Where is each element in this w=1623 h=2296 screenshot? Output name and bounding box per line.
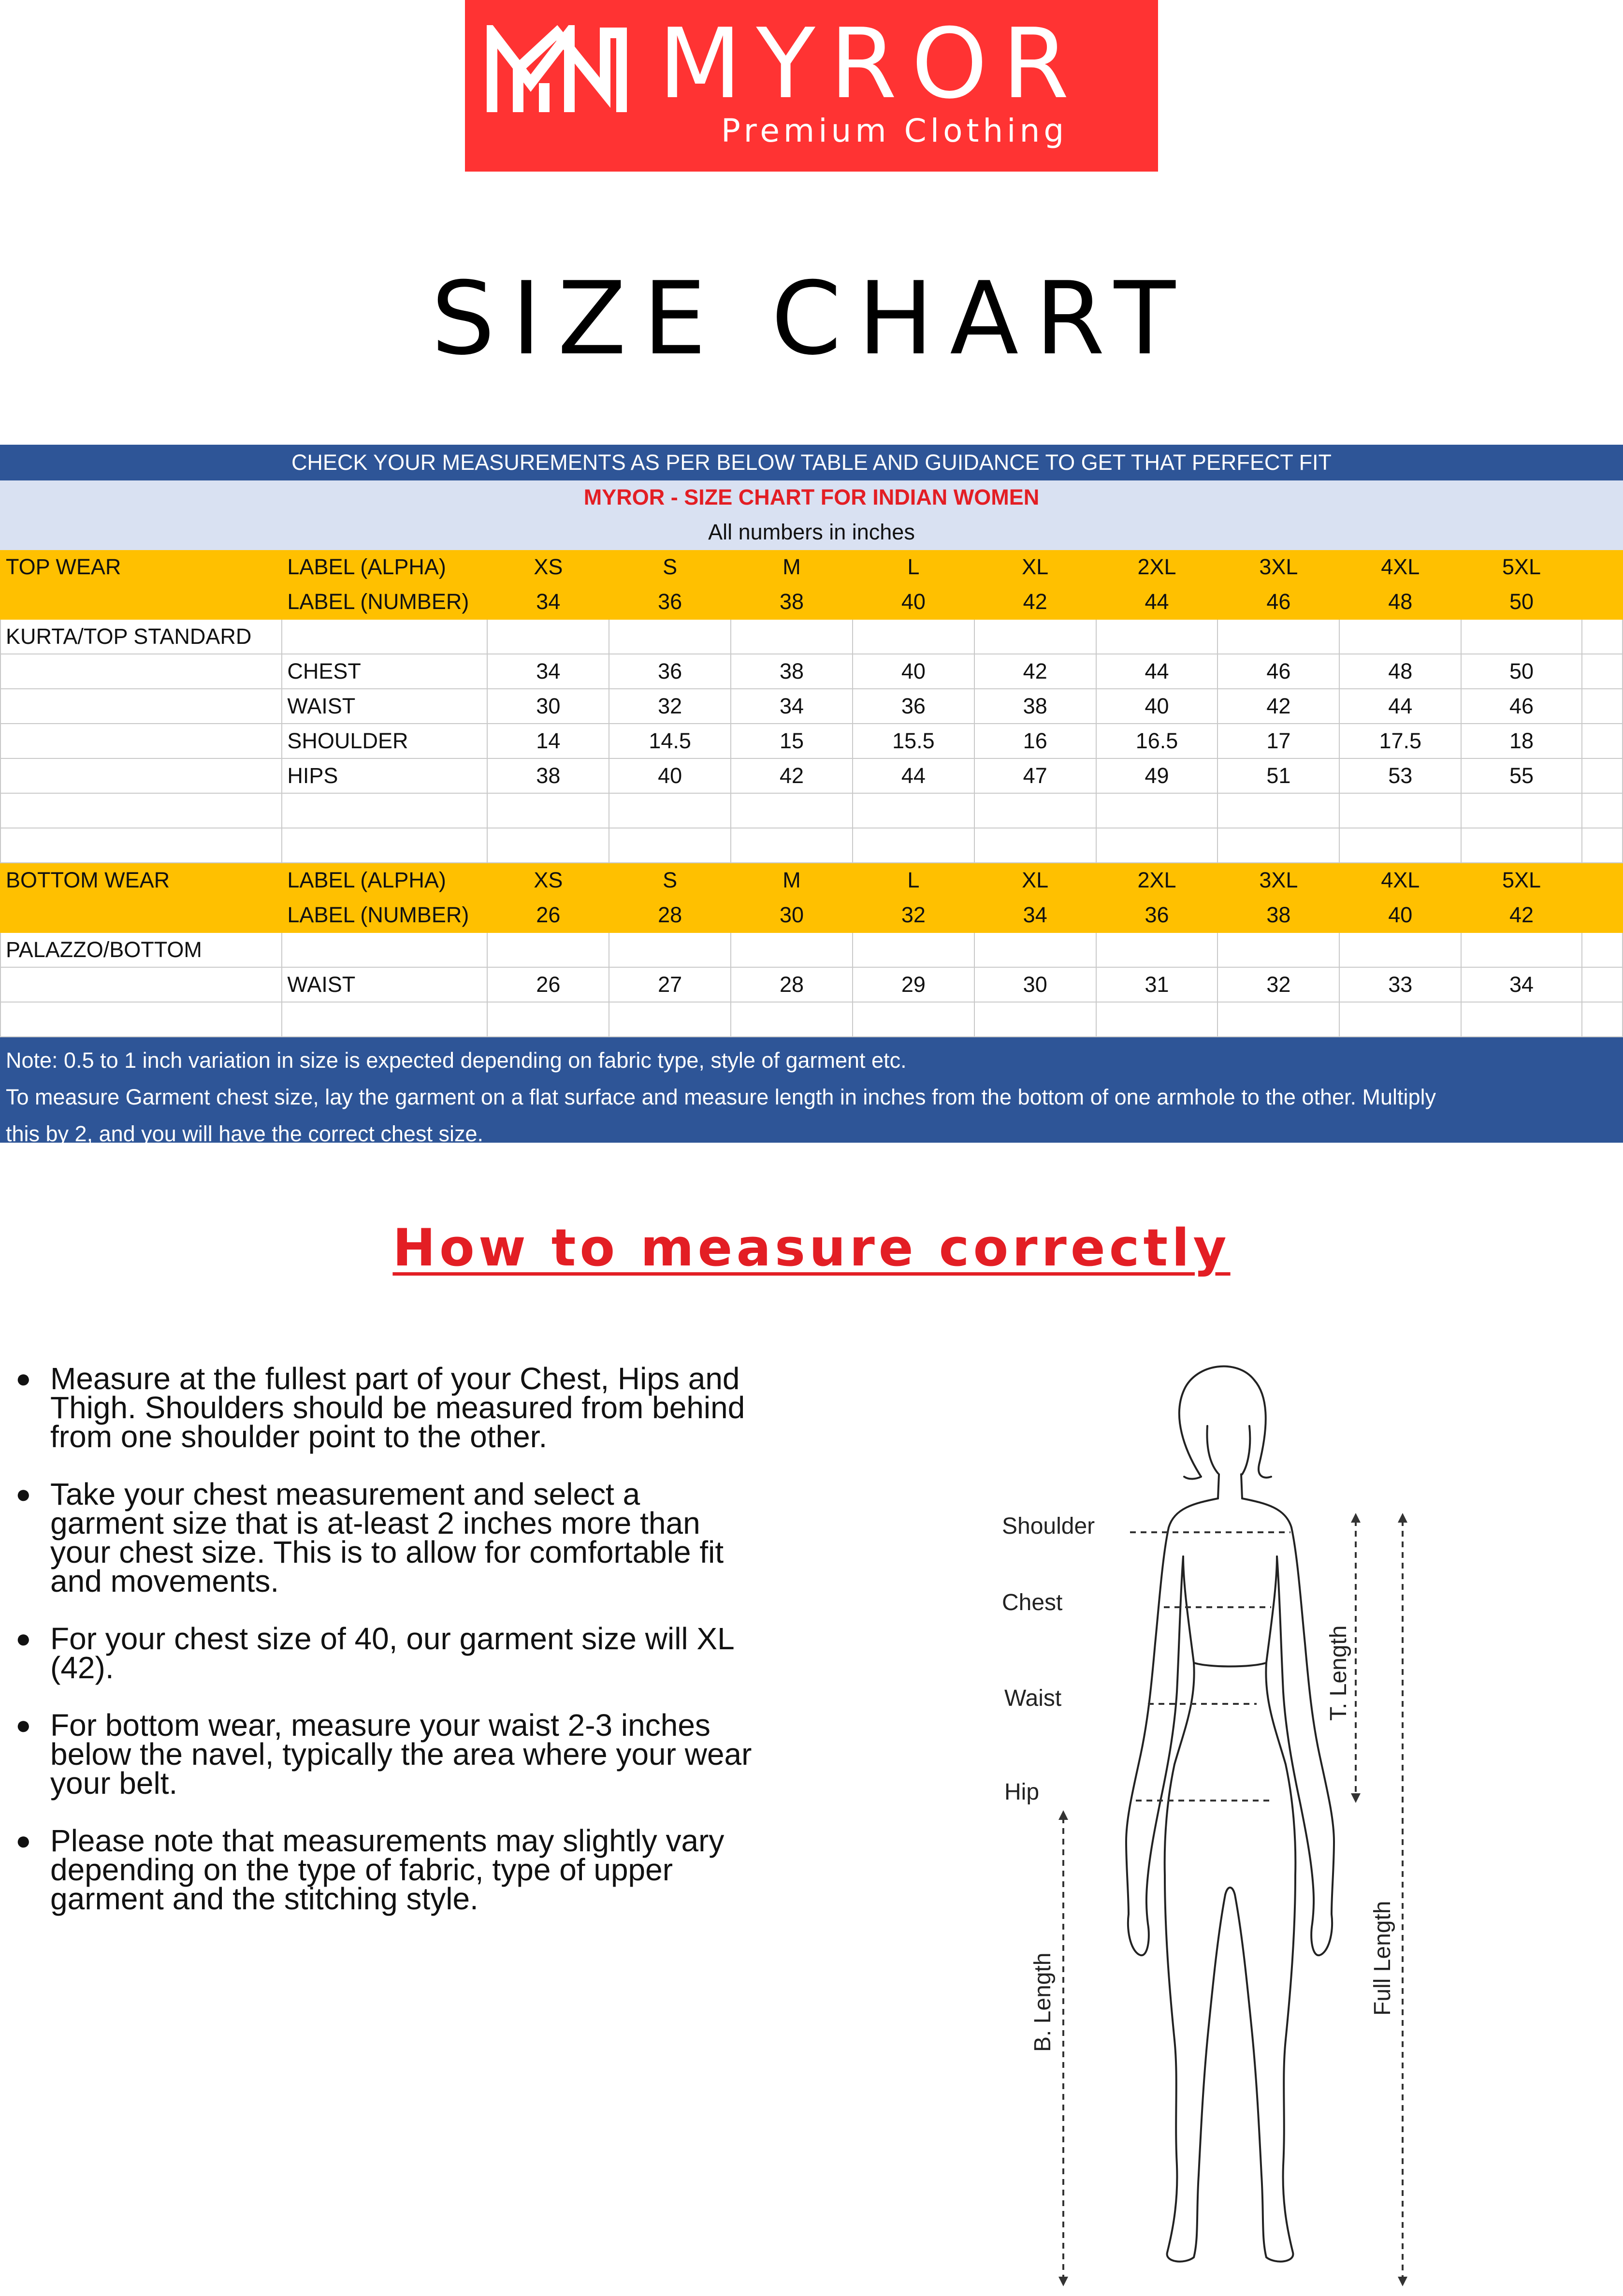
empty-cell — [1339, 1002, 1461, 1037]
empty-cell — [1461, 828, 1582, 863]
empty-cell — [1582, 793, 1623, 828]
tip-line: garment and the stitching style. — [50, 1881, 478, 1916]
table-banner-row — [0, 445, 1623, 480]
empty-cell — [1217, 1002, 1339, 1037]
empty-cell — [0, 967, 282, 1002]
empty-cell — [1582, 863, 1623, 898]
empty-cell — [1096, 828, 1218, 863]
empty-cell — [1582, 967, 1623, 1002]
waist-label: Waist — [1004, 1686, 1062, 1711]
tip-line: below the navel, typically the area where your wear — [50, 1737, 752, 1772]
measurement-value: 15.5 — [853, 724, 974, 758]
empty-cell — [1217, 932, 1339, 967]
measurement-label: WAIST — [282, 689, 487, 724]
tip-line: and movements. — [50, 1564, 279, 1598]
tip-line: depending on the type of fabric, type of upper — [50, 1852, 673, 1887]
empty-cell — [487, 1002, 609, 1037]
size-alpha: L — [853, 863, 974, 898]
top-wear-alpha-row — [0, 550, 1623, 584]
empty-cell — [1461, 932, 1582, 967]
empty-cell — [1582, 689, 1623, 724]
tip-line: Thigh. Shoulders should be measured from behind — [50, 1390, 745, 1425]
myror-monogram-icon — [484, 25, 629, 115]
measurement-value: 16 — [974, 724, 1096, 758]
size-chart-table-section — [0, 445, 1623, 1146]
empty-cell — [1096, 619, 1218, 654]
bottom-wear-category-row — [0, 932, 1623, 967]
empty-cell — [0, 584, 282, 619]
measurement-value: 55 — [1461, 758, 1582, 793]
measurement-value: 28 — [731, 967, 853, 1002]
size-alpha: 3XL — [1217, 863, 1339, 898]
body-measurement-figure — [981, 1353, 1508, 2286]
measurement-value: 48 — [1339, 654, 1461, 689]
empty-cell — [0, 724, 282, 758]
empty-cell — [1339, 932, 1461, 967]
empty-cell — [0, 1002, 282, 1037]
empty-cell — [609, 932, 731, 967]
tip-line: Measure at the fullest part of your Chest, Hips and — [50, 1361, 740, 1396]
tip-line: your chest size. This is to allow for comfortable fit — [50, 1535, 724, 1569]
size-number: 38 — [731, 584, 853, 619]
empty-cell — [1339, 828, 1461, 863]
label-alpha: LABEL (ALPHA) — [282, 863, 487, 898]
table-subtitle-row — [0, 480, 1623, 515]
page-title: SIZE CHART — [431, 261, 1192, 378]
empty-cell — [1582, 619, 1623, 654]
tip-item — [15, 1361, 831, 1454]
empty-cell — [1461, 619, 1582, 654]
size-number: 30 — [731, 898, 853, 932]
empty-cell — [1096, 1002, 1218, 1037]
measurement-value: 17.5 — [1339, 724, 1461, 758]
measurement-value: 29 — [853, 967, 974, 1002]
empty-cell — [974, 793, 1096, 828]
size-number: 40 — [1339, 898, 1461, 932]
empty-cell — [731, 828, 853, 863]
measurement-value: 40 — [1096, 689, 1218, 724]
size-number: 32 — [853, 898, 974, 932]
measurement-value: 40 — [853, 654, 974, 689]
woman-silhouette-illustration — [981, 1353, 1508, 2286]
top-wear-category-row — [0, 619, 1623, 654]
empty-cell — [974, 932, 1096, 967]
size-alpha: M — [731, 863, 853, 898]
measurement-value: 47 — [974, 758, 1096, 793]
notes-block — [0, 1037, 1623, 1146]
top-wear-measurement-row — [0, 654, 1623, 689]
empty-cell — [1582, 550, 1623, 584]
top-wear-measurement-row — [0, 758, 1623, 793]
bullet-icon: ● — [15, 1480, 31, 1509]
empty-cell — [609, 793, 731, 828]
shoulder-label: Shoulder — [1002, 1513, 1095, 1539]
how-to-measure-title: How to measure correctly — [392, 1218, 1231, 1278]
measurement-value: 44 — [1096, 654, 1218, 689]
bullet-icon: ● — [15, 1624, 31, 1653]
size-table-body — [0, 445, 1623, 1037]
size-alpha: XL — [974, 863, 1096, 898]
measurement-value: 44 — [853, 758, 974, 793]
bottom-wear-heading: BOTTOM WEAR — [0, 863, 282, 898]
empty-cell — [731, 932, 853, 967]
measurement-label: CHEST — [282, 654, 487, 689]
measurement-value: 42 — [731, 758, 853, 793]
size-alpha: 5XL — [1461, 550, 1582, 584]
empty-cell — [0, 758, 282, 793]
empty-cell — [1217, 619, 1339, 654]
measurement-value: 34 — [487, 654, 609, 689]
note-line-3: this by 2, and you will have the correct chest size. — [6, 1121, 483, 1146]
brand-tagline: Premium Clothing — [721, 112, 1068, 149]
empty-cell — [731, 793, 853, 828]
measurement-value: 32 — [609, 689, 731, 724]
empty-cell — [1339, 619, 1461, 654]
empty-cell — [853, 828, 974, 863]
b-length-label: B. Length — [1030, 1952, 1056, 2052]
empty-cell — [853, 1002, 974, 1037]
tip-item — [15, 1621, 831, 1685]
size-number: 46 — [1217, 584, 1339, 619]
bottom-wear-alpha-row — [0, 863, 1623, 898]
blank-row — [0, 793, 1623, 828]
empty-cell — [282, 619, 487, 654]
measurement-value: 53 — [1339, 758, 1461, 793]
empty-cell — [974, 619, 1096, 654]
size-alpha: XS — [487, 550, 609, 584]
table-subtitle: MYROR - SIZE CHART FOR INDIAN WOMEN — [583, 485, 1040, 509]
size-alpha: L — [853, 550, 974, 584]
measurement-value: 36 — [609, 654, 731, 689]
empty-cell — [609, 619, 731, 654]
tip-item — [15, 1477, 831, 1598]
measurement-value: 17 — [1217, 724, 1339, 758]
size-number: 44 — [1096, 584, 1218, 619]
empty-cell — [0, 828, 282, 863]
top-wear-number-row — [0, 584, 1623, 619]
tip-line: garment size that is at-least 2 inches more than — [50, 1506, 700, 1540]
measurement-value: 42 — [1217, 689, 1339, 724]
size-number: 28 — [609, 898, 731, 932]
bottom-wear-category: PALAZZO/BOTTOM — [0, 932, 282, 967]
empty-cell — [731, 1002, 853, 1037]
size-alpha: 2XL — [1096, 863, 1218, 898]
empty-cell — [1582, 584, 1623, 619]
size-alpha: 2XL — [1096, 550, 1218, 584]
tip-line: your belt. — [50, 1766, 178, 1801]
empty-cell — [1461, 1002, 1582, 1037]
measurement-value: 31 — [1096, 967, 1218, 1002]
bottom-wear-measurement-row — [0, 967, 1623, 1002]
measurement-value: 51 — [1217, 758, 1339, 793]
empty-cell — [731, 619, 853, 654]
empty-cell — [1582, 1002, 1623, 1037]
size-number: 34 — [487, 584, 609, 619]
size-alpha: XL — [974, 550, 1096, 584]
empty-cell — [1217, 793, 1339, 828]
empty-cell — [1339, 793, 1461, 828]
empty-cell — [1582, 828, 1623, 863]
measurement-value: 50 — [1461, 654, 1582, 689]
size-number: 26 — [487, 898, 609, 932]
measurement-value: 18 — [1461, 724, 1582, 758]
empty-cell — [853, 619, 974, 654]
bullet-icon: ● — [15, 1826, 31, 1855]
empty-cell — [1582, 654, 1623, 689]
size-number: 50 — [1461, 584, 1582, 619]
size-number: 36 — [1096, 898, 1218, 932]
measurement-value: 27 — [609, 967, 731, 1002]
measurement-label: WAIST — [282, 967, 487, 1002]
empty-cell — [487, 932, 609, 967]
brand-name: MYROR — [658, 8, 1084, 120]
measurement-value: 26 — [487, 967, 609, 1002]
empty-cell — [853, 793, 974, 828]
size-number: 34 — [974, 898, 1096, 932]
measurement-value: 30 — [487, 689, 609, 724]
note-line-2: To measure Garment chest size, lay the garment on a flat surface and measure length in inches from the bottom of one armhole to the other. Multiply — [6, 1085, 1436, 1109]
size-alpha: 4XL — [1339, 550, 1461, 584]
size-number: 48 — [1339, 584, 1461, 619]
empty-cell — [282, 932, 487, 967]
measurement-value: 38 — [974, 689, 1096, 724]
units-note: All numbers in inches — [0, 515, 1623, 550]
measurement-label: SHOULDER — [282, 724, 487, 758]
top-wear-heading: TOP WEAR — [0, 550, 282, 584]
bullet-icon: ● — [15, 1364, 31, 1393]
empty-cell — [0, 689, 282, 724]
measurement-value: 32 — [1217, 967, 1339, 1002]
tip-line: For bottom wear, measure your waist 2-3 inches — [50, 1708, 710, 1743]
top-wear-measurement-row — [0, 724, 1623, 758]
measurement-value: 38 — [731, 654, 853, 689]
label-number: LABEL (NUMBER) — [282, 584, 487, 619]
measurement-value: 42 — [974, 654, 1096, 689]
size-number: 42 — [974, 584, 1096, 619]
empty-cell — [1096, 932, 1218, 967]
measurement-label: HIPS — [282, 758, 487, 793]
tip-line: Take your chest measurement and select a — [50, 1477, 640, 1511]
tip-line: from one shoulder point to the other. — [50, 1419, 548, 1454]
empty-cell — [487, 828, 609, 863]
measurement-value: 40 — [609, 758, 731, 793]
empty-cell — [609, 1002, 731, 1037]
empty-cell — [1582, 932, 1623, 967]
size-number: 40 — [853, 584, 974, 619]
table-units-row — [0, 515, 1623, 550]
empty-cell — [282, 1002, 487, 1037]
empty-cell — [0, 898, 282, 932]
size-alpha: XS — [487, 863, 609, 898]
table-subtitle-cell — [0, 480, 1623, 515]
empty-cell — [1582, 898, 1623, 932]
size-alpha: 5XL — [1461, 863, 1582, 898]
empty-cell — [609, 828, 731, 863]
measurement-value: 34 — [731, 689, 853, 724]
empty-cell — [0, 793, 282, 828]
chest-label: Chest — [1002, 1590, 1063, 1615]
measurement-value: 16.5 — [1096, 724, 1218, 758]
empty-cell — [0, 654, 282, 689]
label-alpha: LABEL (ALPHA) — [282, 550, 487, 584]
hip-label: Hip — [1004, 1779, 1040, 1805]
size-number: 42 — [1461, 898, 1582, 932]
empty-cell — [1582, 758, 1623, 793]
top-wear-category: KURTA/TOP STANDARD — [0, 619, 282, 654]
note-line-1: Note: 0.5 to 1 inch variation in size is expected depending on fabric type, style of garment etc. — [6, 1048, 907, 1073]
empty-cell — [487, 619, 609, 654]
empty-cell — [974, 1002, 1096, 1037]
size-alpha: S — [609, 550, 731, 584]
size-alpha: S — [609, 863, 731, 898]
size-alpha: 4XL — [1339, 863, 1461, 898]
tip-line: (42). — [50, 1650, 114, 1685]
empty-cell — [1096, 793, 1218, 828]
empty-cell — [1461, 793, 1582, 828]
bullet-icon: ● — [15, 1711, 31, 1740]
blank-row — [0, 828, 1623, 863]
size-alpha: M — [731, 550, 853, 584]
measurement-value: 46 — [1461, 689, 1582, 724]
measurement-tips-list — [15, 1361, 831, 1942]
blank-row — [0, 1002, 1623, 1037]
size-alpha: 3XL — [1217, 550, 1339, 584]
measurement-value: 46 — [1217, 654, 1339, 689]
empty-cell — [282, 793, 487, 828]
empty-cell — [974, 828, 1096, 863]
top-wear-measurement-row — [0, 689, 1623, 724]
size-number: 38 — [1217, 898, 1339, 932]
size-table — [0, 445, 1623, 1037]
empty-cell — [853, 932, 974, 967]
size-number: 36 — [609, 584, 731, 619]
empty-cell — [1582, 724, 1623, 758]
measurement-value: 15 — [731, 724, 853, 758]
bottom-wear-number-row — [0, 898, 1623, 932]
tip-item — [15, 1823, 831, 1916]
empty-cell — [1217, 828, 1339, 863]
tip-item — [15, 1708, 831, 1801]
measurement-value: 38 — [487, 758, 609, 793]
measurement-value: 14 — [487, 724, 609, 758]
brand-logo — [465, 0, 1158, 172]
measurement-value: 33 — [1339, 967, 1461, 1002]
measurement-value: 49 — [1096, 758, 1218, 793]
label-number: LABEL (NUMBER) — [282, 898, 487, 932]
measurement-value: 44 — [1339, 689, 1461, 724]
tip-line: For your chest size of 40, our garment size will XL — [50, 1621, 735, 1656]
table-banner: CHECK YOUR MEASUREMENTS AS PER BELOW TABLE AND GUIDANCE TO GET THAT PERFECT FIT — [0, 445, 1623, 480]
empty-cell — [282, 828, 487, 863]
measurement-value: 14.5 — [609, 724, 731, 758]
t-length-label: T. Length — [1326, 1625, 1351, 1721]
measurement-value: 30 — [974, 967, 1096, 1002]
empty-cell — [487, 793, 609, 828]
full-length-label: Full Length — [1370, 1901, 1395, 2016]
measurement-value: 36 — [853, 689, 974, 724]
tip-line: Please note that measurements may slightly vary — [50, 1823, 725, 1858]
measurement-value: 34 — [1461, 967, 1582, 1002]
